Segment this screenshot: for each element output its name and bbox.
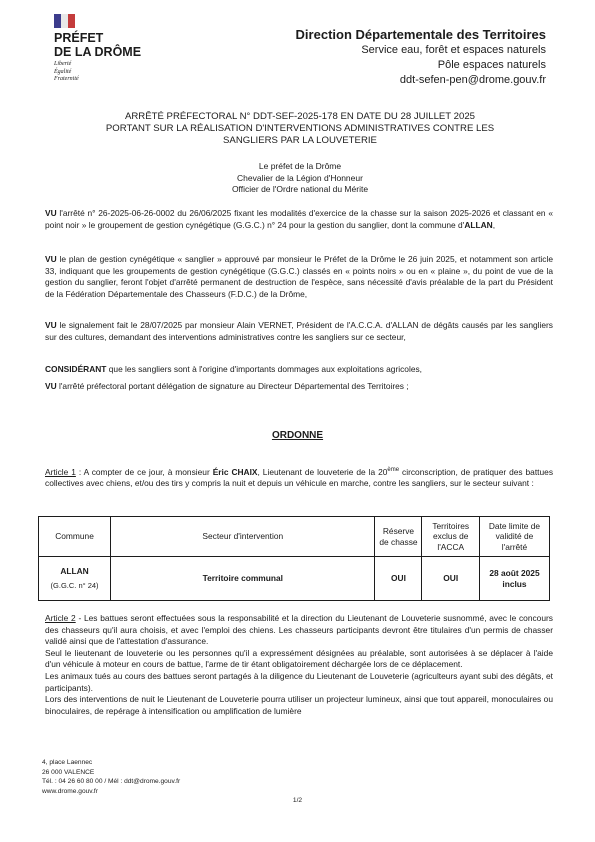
ddt-header [296, 27, 546, 88]
pole-name: Pôle espaces naturels [437, 59, 546, 71]
vu-paragraph-3 [45, 320, 553, 343]
louvetier-name: Éric CHAIX [212, 466, 258, 477]
vu2-text: le plan de gestion cynégétique « sanglier » approuvé par monsieur le Préfet de la Drôme le 26 juin 2025, et notamment son article 33, indiquant que les groupements de gestion cynégétique (G.G.C.) classés en « points noirs » ou en « plaine », du point de vue de la gestion du sanglier, feront l'objet d'arrêté permanent de destruction de l'espèce, sans nécessité d'avis préalable de la part du Président de la Fédération Départementale des Chasseurs (F.D.C.) de la Drôme, [45, 254, 553, 299]
considerant-paragraph [45, 364, 553, 376]
motto-fraternite: Fraternité [54, 76, 79, 82]
article-2-text-1: - Les battues seront effectuées sous la responsabilité et la direction du Lieutenant de Louveterie susnommé, avec le concours des chasseurs qu'il aura choisis, et avec l'emploi des chiens. Les chasseurs participants devront être titulaires d'un permis de chasser validé ainsi que de l'attestation d'assurance. [45, 613, 553, 647]
vu-paragraph-1 [45, 208, 553, 231]
header-secteur: Secteur d'intervention [111, 517, 375, 557]
header-reserve: Réserve de chasse [375, 517, 422, 557]
article-2 [45, 613, 553, 717]
ordonne-heading: ORDONNE [271, 430, 324, 441]
vu1-commune: ALLAN [464, 219, 493, 230]
cell-commune [39, 557, 111, 601]
commune-ggc: (G.G.C. n° 24) [50, 580, 99, 590]
article-1-text-b: , Lieutenant de louveterie de la 20 [257, 466, 388, 477]
prefet-block [54, 31, 141, 59]
header-date: Date limite de validité de l'arrêté [479, 517, 549, 557]
article-1-text-a: : A compter de ce jour, à monsieur [75, 466, 213, 477]
article-2-p4: Lors des interventions de nuit le Lieutenant de Louveterie pourra utiliser un projecteur lumineux, ainsi que tout appareil, monoculaires ou binoculaires, de repérage à intensification ou amplification de lumière [45, 694, 553, 716]
considerant-label: CONSIDÉRANT [45, 364, 107, 374]
cell-reserve: OUI [375, 557, 422, 601]
ddt-title: Direction Départementale des Territoires [295, 27, 546, 42]
table-row [39, 557, 550, 601]
vu4-text: l'arrêté préfectoral portant délégation de signature au Directeur Départemental des Territoires ; [56, 381, 409, 391]
footer-city: 26 000 VALENCE [42, 768, 95, 776]
article-2-p3: Les animaux tués au cours des battues seront partagés à la diligence du Lieutenant de Louveterie (agriculteurs ayant subi des dégâts, et participants). [45, 670, 553, 693]
title-line2: PORTANT SUR LA RÉALISATION D'INTERVENTIONS ADMINISTRATIVES CONTRE LES [105, 123, 495, 134]
motto-liberte: Liberté [54, 61, 72, 67]
vu3-text: le signalement fait le 28/07/2025 par monsieur Alain VERNET, Président de l'A.C.C.A. d'ALLAN de dégâts causés par les sangliers sur des cultures, demandant des interventions administratives contre les sangliers sur ce secteur, [45, 320, 553, 342]
footer-website[interactable]: www.drome.gouv.fr [42, 787, 98, 795]
title-line3: SANGLIERS PAR LA LOUVETERIE [223, 135, 377, 146]
footer-contact: Tél. : 04 26 60 80 00 / Mél : ddt@drome.gouv.fr [42, 778, 181, 785]
considerant-text: que les sangliers sont à l'origine d'importants dommages aux exploitations agricoles, [106, 364, 422, 374]
ordinal-suffix: ème [387, 467, 400, 473]
cell-secteur: Territoire communal [111, 557, 375, 601]
service-name: Service eau, forêt et espaces naturels [361, 44, 546, 56]
article-1-text-c: circonscription, de pratiquer des battues collectives avec chiens, et/ou des tirs y compris la nuit et depuis un véhicule en marche, contre les sangliers, sur le secteur suivant : [45, 466, 554, 489]
vu-label: VU [45, 381, 57, 391]
service-email[interactable]: ddt-sefen-pen@drome.gouv.fr [399, 74, 546, 86]
cell-date: 28 août 2025 inclus [479, 557, 549, 601]
article-1 [45, 465, 553, 490]
commune-name: ALLAN [60, 566, 89, 576]
vu-label: VU [45, 254, 57, 264]
article-2-label: Article 2 [45, 613, 76, 623]
header-exclus: Territoires exclus de l'ACCA [422, 517, 479, 557]
footer-address [42, 758, 180, 796]
footer-street: 4, place Laennec [42, 759, 93, 766]
article-2-p1 [45, 613, 553, 648]
table-header-row [39, 517, 550, 557]
marianne-logo [54, 14, 76, 28]
article-1-label: Article 1 [45, 466, 76, 477]
title-line1: ARRÊTÉ PRÉFECTORAL N° DDT-SEF-2025-178 EN DATE DU 28 JUILLET 2025 [124, 111, 476, 122]
document-title [60, 111, 540, 147]
prefect-line3: Officier de l'Ordre national du Mérite [231, 184, 369, 194]
article-2-p2: Seul le lieutenant de louveterie ou les personnes qu'il a expressément désignées au préalable, sont autorisées à se déplacer à l'aide d'un véhicule à moteur en cours de battue, l'arme de tir étant obligatoirement déchargée lors de ce déplacement. [45, 647, 553, 670]
vu-paragraph-2 [45, 254, 553, 300]
page-number: 1/2 [292, 797, 303, 804]
prefet-line1: PRÉFET [54, 31, 104, 45]
vu1-end: , [492, 219, 496, 230]
prefect-block [60, 161, 540, 196]
vu-paragraph-4 [45, 381, 553, 393]
cell-exclus: OUI [422, 557, 479, 601]
motto-egalite: Égalité [54, 68, 72, 75]
prefect-line2: Chevalier de la Légion d'Honneur [237, 172, 363, 183]
vu-label: VU [45, 208, 57, 218]
intervention-table [38, 516, 550, 601]
vu-label: VU [45, 320, 57, 330]
prefect-line1: Le préfet de la Drôme [258, 161, 342, 171]
header-commune: Commune [39, 517, 111, 557]
republic-motto [54, 61, 79, 84]
prefet-line2: DE LA DRÔME [54, 45, 142, 59]
vu1-text: l'arrêté n° 26-2025-06-26-0002 du 26/06/2025 fixant les modalités d'exercice de la chasse sur la saison 2025-2026 et classant en « point noir » le groupement de gestion cynégétique (G.G.C.) n° 24 pour la gestion du sanglier, dont la commune d' [45, 208, 553, 230]
